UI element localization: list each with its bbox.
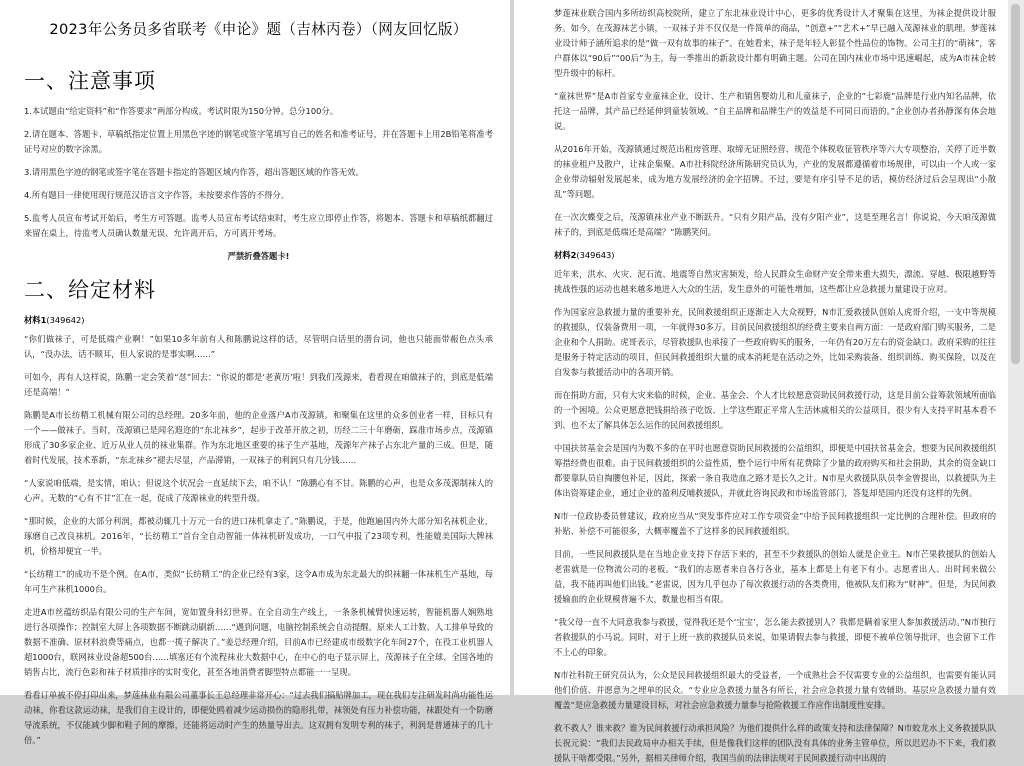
material-2-label: 材料2 <box>554 250 577 260</box>
material-2-code: (349643) <box>576 250 615 260</box>
paragraph: 看看订单被不停打印出来，梦莲袜业有限公司董事长王总经理非常开心：“过去我们搞贴牌加工，现在我们专注研发时尚功能性运动袜，你看这款运动袜，是我们自主设计的，即便处鸥着减少运动损伤的隐形扎带，袜领处有压力补偿功能，袜跟处有一个防磨导流系统，不仅能减少脚和鞋子间的摩擦，还能将运动时产生的热量导出去。这双拥有发明专利的袜子，利润是普通袜子的几十倍。” <box>24 690 493 746</box>
paragraph: 目前，一些民间救援队是在当地企业支持下存活下来的，甚至不少救援队的创始人就是企业主。N市芒果救援队的创始人老雷就是一位物流公司的老板。“我们的志愿者来自各行各业，基本上都是上有老下有小。志愿者出人、出时间来做公益，我不能再叫他们出钱。”老雷说，因为几乎包办了每次救援行动的各类费用，他被队友们称为“财神”。但是，为民间救援输血的企业规模普遍不大，数量也相当有限。 <box>554 549 996 604</box>
document-page-left <box>0 0 510 746</box>
notes-item-3: 3.请用黑色字迹的钢笔或签字笔在答题卡指定的答题区域内作答，超出答题区域的作答无效。 <box>24 167 364 178</box>
paragraph: 从2016年开始，茂源镇通过规范出租房管理、取缔无证照经营、规范个体税收征管秩序等六大专项整治，关停了近半数的袜业租户及散户，让袜企集聚。A市社科院经济所陈研究员认为，产业的发展都遵循着市场规律，可以由一个人或一家企业带动辐射发展起来，成为地方发展经济的金字招牌。不过，要是有序引导不足的话，模仿经济过后会呈现出“小散乱”等问题。 <box>554 144 996 199</box>
material-1-heading <box>24 313 493 328</box>
paragraph: 作为国家应急救援力量的重要补充，民间救援组织正逐渐走入大众视野，N市汇爱救援队创始人虎哥介绍，一支中等规模的救援队，仅装备费用一项，一年就得30多万。目前民间救援组织的经费主要来自两方面：一是政府部门购买服务，二是企业和个人捐助。虎哥表示，尽管救援队也承接了一些政府购买的服务，一年仍有20万左右的资金缺口。政府采购的往往是服务于特定活动的项目，但民间救援组织大量的成本消耗是在活动之外，比如采购装备、组织训练、购买保险，以及在自发参与救援活动中的各项开销。 <box>554 307 996 377</box>
paragraph: “长纺精工”的成功不是个例。在A市，类似“长纺精工”的企业已经有3家，这令A市成为东北最大的织袜翻一体袜机生产基地，每年可生产袜机1000台。 <box>24 569 493 595</box>
document-title: 2023年公务员多省联考《申论》题（吉林丙卷）（网友回忆版） <box>49 21 468 38</box>
material-1-label: 材料1 <box>24 315 47 326</box>
paragraph: “我父母一直不大同意我参与救援，觉得我还是个‘宝宝’，怎么能去救援别人？我都是瞒着家里人参加救援活动。”N市独行者救援队的小马说。同时，对于上班一族的救援队员来说，如果请假去参与救援，即便不被单位领导批评，也会留下工作不上心的印象。 <box>554 617 996 657</box>
notes-item-2: 2.请在题本、答题卡、草稿纸指定位置上用黑色字迹的钢笔或签字笔填写自己的姓名和准考证号，并在答题卡上用2B铅笔将准考证号对应的数字涂黑。 <box>24 129 493 155</box>
paragraph: N市社科院王研究员认为，公众是民间救援组织最大的受益者，一个成熟社会不仅需要专业的公益组织，也需要有能认同他们价值、并愿意为之埋单的民众。“专业应急救援力量各有所长，社会应急救援力量有效辅助、基层应急救援力量有效覆盖”是应急救援力量建设目标，对社会应急救援力量参与抢险救援工作应作出制度性安排。 <box>554 670 996 710</box>
paragraph: 中国扶贫基金会是国内为数不多的在平时也愿意资助民间救援的公益组织，即便是中国扶贫基金会，想要为民间救援组织筹措经费也很难。由于民间救援组织的公益性质，整个运行中所有花费除了少量的政府购买和社会捐助，其余的资金缺口都要靠队员自掏腰包补足，因此，探索一条自我造血之路才是长久之计。N市星火救援队队员李金曾提出，以救援队为主体出资筹建企业，通过企业的盈利反哺救援队，并就此咨询民政和市场监管部门，答复却是国内还没有这样的先例。 <box>554 443 996 498</box>
notes-item-1: 1.本试题由“给定资料”和“作答要求”两部分构成。考试时限为150分钟。总分100分。 <box>24 106 338 117</box>
material-1-code: (349642) <box>46 315 85 326</box>
paragraph: 陈鹏是A市长纺精工机械有限公司的总经理。20多年前，他的企业落户A市茂源镇。和聚集在这里的众多创业者一样，目标只有一个——做袜子。当时，茂源镇已是闻名遐迩的“东北袜乡”，起步于改革开放之初，历经二三十年磨砺，踩准市场步点，茂源镇形成了30多家企业、近万从业人员的袜业集群。作为东北地区重要的袜子生产基地，茂源年产袜子占东北产量的三成。但是，随着时代发展，技术革新，“东北袜乡”褪去尽显，产品滞销，一双袜子的利润只有几分钱…… <box>24 410 493 466</box>
paragraph: 走进A市丝蕴纺织品有限公司的生产车间，宽如置身科幻世界。在全自动生产线上，一条条机械臂快速运转，智能机器人娴熟地进行各项操作；控制室大屏上各项数据不断跳动刷新……“遇到问题，电脑控制系统会自动提醒。原来人工计数、人工排单导致的数据不准确、原材料浪费等痛点，也都一揽子解决了。”姜总经理介绍，目前A市已经建成市级数字化车间27个，在役工业机器人超1000台，联网袜业设备超500台……填塞还有个流程袜业大数据中心，在中心的电子显示屏上，茂源袜子在全球、全国各地的销售占比，流行色彩和袜子材质排序的实时变化，甚至各地消费者脚型特点都能一一呈现。 <box>24 607 493 678</box>
vertical-scrollbar[interactable] <box>1008 0 1024 695</box>
paragraph: N市一位政协委员曾建议，政府应当从“突发事件应对工作专项资金”中给予民间救援组织一定比例的合理补偿。但政府的补贴、补偿不可能很多，大概率覆盖不了这样多的民间救援组织。 <box>554 511 996 536</box>
paragraph: 近年来，洪水、火灾、泥石流、地震等自然灾害频发，给人民群众生命财产安全带来重大损失，漂流、穿越、极限越野等挑战性强的运动也越来越多地进入大众的生活，发生意外的可能性增加，这些都让应急救援力量建设于应对。 <box>554 269 996 294</box>
paragraph: 在一次次蝶变之后，茂源镇袜业产业不断跃升。“只有夕阳产品，没有夕阳产业”，这是至理名言！你说说，今天咱茂源做袜子的，到底是低端还是高端？”陈鹏笑问。 <box>554 212 996 237</box>
paragraph: 可如今，再有人这样说，陈鹏一定会笑着“怼”回去：“你说的都是‘老黄历’啦！到我们茂源来，看看现在咱做袜子的，到底是低端还是高端！” <box>24 372 493 398</box>
paragraph: “人家说咱低端，是实情，咱认；但说这个状况会一直延续下去，咱不认！”陈鹏心有不甘。陈鹏的心声，也是众多茂源制袜人的心声。无数的“心有不甘”汇在一起，促成了茂源袜业的转型升级。 <box>24 478 493 504</box>
section-heading-notes: 一、注意事项 <box>24 69 156 93</box>
paragraph: “那时候，企业的大部分利润，都被动辄几十万元一台的进口袜机拿走了。”陈鹏说，于是，他跑遍国内外大部分知名袜机企业，琢磨自己改良袜机。2016年，“长纺精工”首台全自动智能一体袜机研发成功，一口气申报了23项专利，性能媲美国际大牌袜机，价格却便宜一半。 <box>24 516 493 557</box>
paragraph: 梦莲袜业联合国内多所纺织高校院所，建立了东北袜业设计中心，更多的优秀设计人才聚集在这里，为袜企提供设计服务。如今，在茂源袜艺小镇，一双袜子并不仅仅是一件简单的商品，“创意+”“艺术+”早已融入茂源袜业的肌理。梦莲袜业设计师子涵所追求的是“做一双有故事的袜子”。在她看来，袜子是年轻人彰显个性品位的饰物。公司主打的“萌袜”，客户群体以“90后”“00后”为主，每一季推出的新款设计都有明确主题。公司在国内袜业市场中迅速崛起，成为A市袜企转型升级中的标杆。 <box>554 8 996 78</box>
section-heading-materials: 二、给定材料 <box>24 278 156 303</box>
paragraph: “童袜世界”是A市首家专业童袜企业，设计、生产和销售婴幼儿和儿童袜子，企业的“七彩鹿”品牌是行业内知名品牌，依托这一品牌，其产品已经延伸到童装领域。“自主品牌和品牌生产的效益是不可同日而语的。”企业创办者孙静深有体会地说。 <box>554 91 996 131</box>
document-page-right <box>514 0 1008 763</box>
paragraph: 救不救人？谁来救？谁为民间救援行动承担风险？为他们提供什么样的政策支持和法律保障？N市蛟龙水上义务救援队队长祝元说：“我们去民政局申办相关手续，但是像我们这样的团队没有具体的业务主管单位，所以迟迟办不下来，我们救援队干啥都受限。”另外，据相关律师介绍，我国当前的法律法规对于民间救援行动中出现的 <box>554 723 996 763</box>
paragraph: “你们做袜子，可是低端产业啊！”如果10多年前有人和陈鹏说这样的话，尽管明白话里的潜台词，他也只能面带赧色点头承认，“没办法，话不顺耳，但人家说的是事实啊……” <box>24 334 493 360</box>
paragraph: 而在捐助方面，只有大灾来临的时候，企业、基金会、个人才比较愿意资助民间救援行动，这是目前公益筹款领域所面临的一个困境。公众更愿意把钱捐给孩子吃饭、上学这些跟正平常人生活休戚相关的公益项目，很少有人支持平时基本看不到、也不太了解具体怎么运作的民间救援组织。 <box>554 390 996 430</box>
warning-text: 严禁折叠答题卡! <box>227 251 290 262</box>
notes-item-5: 5.监考人员宣布考试开始后，考生方可答题。监考人员宣布考试结束时，考生应立即停止作答，将题本、答题卡和草稿纸都翻过来留在桌上，待监考人员确认数量无误、允许离开后，方可离开考场。 <box>24 213 493 239</box>
scrollbar-thumb[interactable] <box>1011 4 1020 364</box>
material-2-heading <box>554 248 996 263</box>
notes-item-4: 4.所有题目一律使用现行规范汉语言文字作答，未按要求作答的不得分。 <box>24 190 290 201</box>
